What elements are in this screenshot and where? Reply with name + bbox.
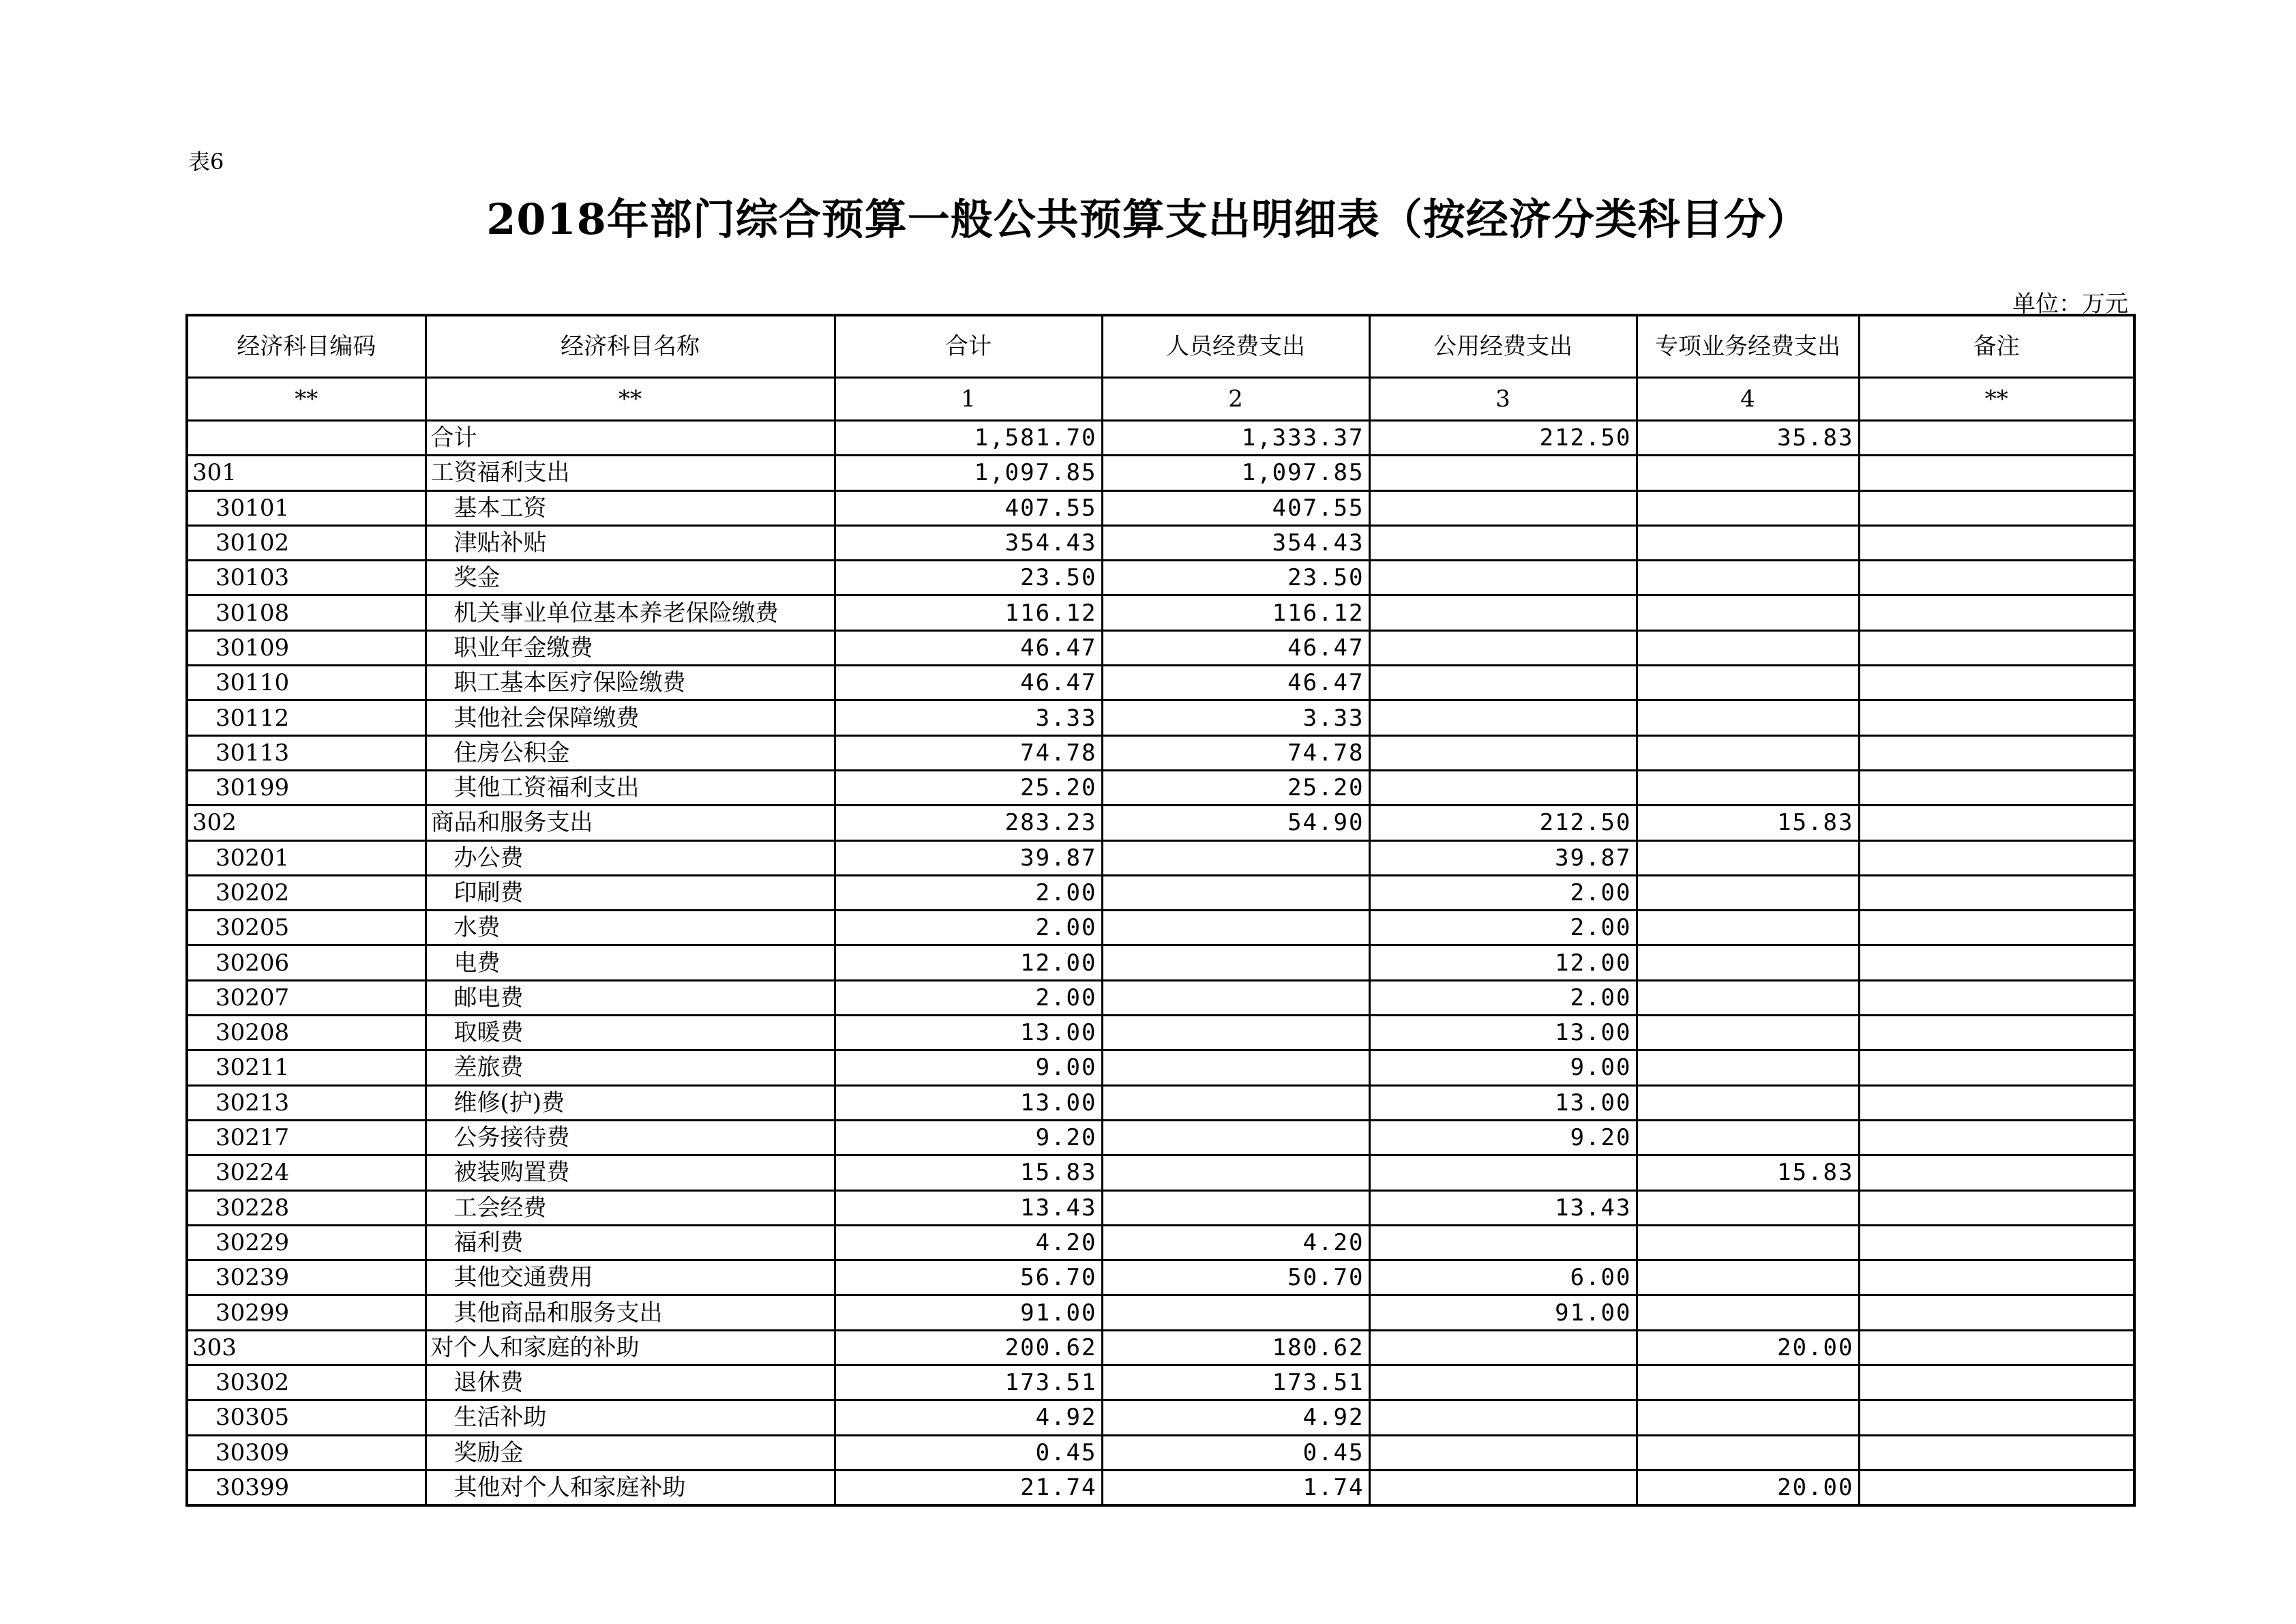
table-row <box>187 1295 2134 1330</box>
special-cell <box>1637 456 1859 490</box>
special-cell <box>1637 1400 1859 1435</box>
name-cell: 公务接待费 <box>426 1120 835 1155</box>
note-cell <box>1859 1400 2134 1435</box>
personnel-cell <box>1102 911 1369 945</box>
special-cell <box>1637 700 1859 735</box>
total-cell: 9.00 <box>835 1050 1102 1085</box>
code-cell: 30108 <box>187 595 426 630</box>
table-row <box>187 700 2134 735</box>
total-cell: 2.00 <box>835 980 1102 1015</box>
personnel-cell: 407.55 <box>1102 490 1369 525</box>
public-cell <box>1369 1365 1637 1400</box>
note-cell <box>1859 525 2134 560</box>
table-row <box>187 1120 2134 1155</box>
special-cell <box>1637 980 1859 1015</box>
public-cell: 13.00 <box>1369 1085 1637 1120</box>
special-cell <box>1637 1190 1859 1225</box>
name-cell: 电费 <box>426 945 835 980</box>
table-row <box>187 1190 2134 1225</box>
name-cell: 其他对个人和家庭补助 <box>426 1470 835 1505</box>
name-cell: 被装购置费 <box>426 1155 835 1190</box>
special-cell: 20.00 <box>1637 1470 1859 1505</box>
special-cell <box>1637 1050 1859 1085</box>
total-cell: 74.78 <box>835 735 1102 770</box>
public-cell <box>1369 1330 1637 1365</box>
special-cell <box>1637 1295 1859 1330</box>
total-cell: 13.43 <box>835 1190 1102 1225</box>
header-total: 合计 <box>835 315 1102 378</box>
note-cell <box>1859 1225 2134 1260</box>
public-cell <box>1369 1435 1637 1470</box>
note-cell <box>1859 561 2134 595</box>
code-cell: 30213 <box>187 1085 426 1120</box>
table-row <box>187 1260 2134 1295</box>
table-row <box>187 840 2134 875</box>
header-name: 经济科目名称 <box>426 315 835 378</box>
personnel-cell: 3.33 <box>1102 700 1369 735</box>
name-cell: 职工基本医疗保险缴费 <box>426 666 835 700</box>
special-cell <box>1637 875 1859 910</box>
note-cell <box>1859 840 2134 875</box>
table-row <box>187 1330 2134 1365</box>
name-cell: 工会经费 <box>426 1190 835 1225</box>
name-cell: 取暖费 <box>426 1016 835 1050</box>
code-cell: 30224 <box>187 1155 426 1190</box>
note-cell <box>1859 666 2134 700</box>
public-cell: 9.20 <box>1369 1120 1637 1155</box>
public-cell: 2.00 <box>1369 875 1637 910</box>
total-cell: 173.51 <box>835 1365 1102 1400</box>
code-cell: 30309 <box>187 1435 426 1470</box>
personnel-cell <box>1102 1050 1369 1085</box>
special-cell <box>1637 595 1859 630</box>
special-cell <box>1637 770 1859 805</box>
table-row <box>187 1435 2134 1470</box>
note-cell <box>1859 1120 2134 1155</box>
table-row <box>187 1155 2134 1190</box>
total-cell: 23.50 <box>835 561 1102 595</box>
code-cell: 30207 <box>187 980 426 1015</box>
index-cell: 2 <box>1102 378 1369 421</box>
personnel-cell: 1,097.85 <box>1102 456 1369 490</box>
special-cell <box>1637 1120 1859 1155</box>
personnel-cell: 54.90 <box>1102 806 1369 840</box>
total-cell: 1,097.85 <box>835 456 1102 490</box>
public-cell: 13.43 <box>1369 1190 1637 1225</box>
code-cell: 30208 <box>187 1016 426 1050</box>
index-cell: ** <box>1859 378 2134 421</box>
index-cell: ** <box>426 378 835 421</box>
personnel-cell: 25.20 <box>1102 770 1369 805</box>
public-cell <box>1369 1225 1637 1260</box>
table-row <box>187 595 2134 630</box>
page-title: 2018年部门综合预算一般公共预算支出明细表（按经济分类科目分） <box>486 194 1810 244</box>
public-cell <box>1369 525 1637 560</box>
code-cell: 30239 <box>187 1260 426 1295</box>
note-cell <box>1859 1016 2134 1050</box>
special-cell: 15.83 <box>1637 806 1859 840</box>
index-cell: ** <box>187 378 426 421</box>
code-cell: 30199 <box>187 770 426 805</box>
personnel-cell: 354.43 <box>1102 525 1369 560</box>
name-cell: 生活补助 <box>426 1400 835 1435</box>
table-row <box>187 770 2134 805</box>
public-cell <box>1369 770 1637 805</box>
table-row <box>187 490 2134 525</box>
personnel-cell <box>1102 945 1369 980</box>
special-cell <box>1637 735 1859 770</box>
total-cell: 21.74 <box>835 1470 1102 1505</box>
personnel-cell <box>1102 1120 1369 1155</box>
personnel-cell <box>1102 875 1369 910</box>
note-cell <box>1859 1190 2134 1225</box>
name-cell: 职业年金缴费 <box>426 630 835 665</box>
name-cell: 工资福利支出 <box>426 456 835 490</box>
code-cell: 301 <box>187 456 426 490</box>
note-cell <box>1859 1050 2134 1085</box>
note-cell <box>1859 1470 2134 1505</box>
table-row <box>187 806 2134 840</box>
code-cell: 30206 <box>187 945 426 980</box>
public-cell: 91.00 <box>1369 1295 1637 1330</box>
note-cell <box>1859 595 2134 630</box>
total-cell: 4.20 <box>835 1225 1102 1260</box>
personnel-cell <box>1102 980 1369 1015</box>
total-cell: 2.00 <box>835 875 1102 910</box>
note-cell <box>1859 456 2134 490</box>
code-cell: 30113 <box>187 735 426 770</box>
total-cell: 46.47 <box>835 666 1102 700</box>
personnel-cell <box>1102 1295 1369 1330</box>
code-cell: 30112 <box>187 700 426 735</box>
note-cell <box>1859 1435 2134 1470</box>
table-row <box>187 666 2134 700</box>
name-cell: 水费 <box>426 911 835 945</box>
personnel-cell: 50.70 <box>1102 1260 1369 1295</box>
table-row <box>187 945 2134 980</box>
note-cell <box>1859 1365 2134 1400</box>
total-cell: 407.55 <box>835 490 1102 525</box>
special-cell <box>1637 1085 1859 1120</box>
code-cell: 303 <box>187 1330 426 1365</box>
special-cell: 15.83 <box>1637 1155 1859 1190</box>
name-cell: 邮电费 <box>426 980 835 1015</box>
name-cell: 差旅费 <box>426 1050 835 1085</box>
special-cell <box>1637 945 1859 980</box>
personnel-cell <box>1102 1155 1369 1190</box>
header-code: 经济科目编码 <box>187 315 426 378</box>
header-special: 专项业务经费支出 <box>1637 315 1859 378</box>
special-cell <box>1637 911 1859 945</box>
personnel-cell: 4.92 <box>1102 1400 1369 1435</box>
personnel-cell: 180.62 <box>1102 1330 1369 1365</box>
index-row <box>187 378 2134 421</box>
code-cell: 30399 <box>187 1470 426 1505</box>
total-cell: 200.62 <box>835 1330 1102 1365</box>
unit-label: 单位：万元 <box>2012 291 2128 318</box>
table-row <box>187 980 2134 1015</box>
note-cell <box>1859 1260 2134 1295</box>
personnel-cell: 23.50 <box>1102 561 1369 595</box>
total-cell: 283.23 <box>835 806 1102 840</box>
total-cell: 3.33 <box>835 700 1102 735</box>
special-cell <box>1637 1435 1859 1470</box>
total-cell: 91.00 <box>835 1295 1102 1330</box>
personnel-cell: 74.78 <box>1102 735 1369 770</box>
special-cell <box>1637 1260 1859 1295</box>
special-cell <box>1637 525 1859 560</box>
total-cell: 39.87 <box>835 840 1102 875</box>
personnel-cell: 173.51 <box>1102 1365 1369 1400</box>
table-row <box>187 1400 2134 1435</box>
public-cell <box>1369 456 1637 490</box>
public-cell: 13.00 <box>1369 1016 1637 1050</box>
code-cell: 30217 <box>187 1120 426 1155</box>
table-row <box>187 421 2134 456</box>
code-cell: 30103 <box>187 561 426 595</box>
public-cell <box>1369 630 1637 665</box>
code-cell: 30205 <box>187 911 426 945</box>
name-cell: 印刷费 <box>426 875 835 910</box>
table-row <box>187 1085 2134 1120</box>
special-cell <box>1637 630 1859 665</box>
table-row <box>187 456 2134 490</box>
table-row <box>187 1470 2134 1505</box>
public-cell <box>1369 595 1637 630</box>
total-cell: 46.47 <box>835 630 1102 665</box>
table-row <box>187 911 2134 945</box>
total-cell: 2.00 <box>835 911 1102 945</box>
personnel-cell: 1,333.37 <box>1102 421 1369 456</box>
name-cell: 津贴补贴 <box>426 525 835 560</box>
special-cell <box>1637 840 1859 875</box>
name-cell: 奖金 <box>426 561 835 595</box>
public-cell: 212.50 <box>1369 421 1637 456</box>
public-cell <box>1369 700 1637 735</box>
personnel-cell: 46.47 <box>1102 630 1369 665</box>
header-note: 备注 <box>1859 315 2134 378</box>
name-cell: 对个人和家庭的补助 <box>426 1330 835 1365</box>
public-cell: 212.50 <box>1369 806 1637 840</box>
name-cell: 住房公积金 <box>426 735 835 770</box>
public-cell <box>1369 666 1637 700</box>
note-cell <box>1859 1330 2134 1365</box>
note-cell <box>1859 1085 2134 1120</box>
public-cell: 2.00 <box>1369 911 1637 945</box>
total-cell: 15.83 <box>835 1155 1102 1190</box>
name-cell: 奖励金 <box>426 1435 835 1470</box>
special-cell: 35.83 <box>1637 421 1859 456</box>
note-cell <box>1859 980 2134 1015</box>
code-cell: 30299 <box>187 1295 426 1330</box>
special-cell <box>1637 1016 1859 1050</box>
special-cell <box>1637 666 1859 700</box>
note-cell <box>1859 1295 2134 1330</box>
code-cell: 302 <box>187 806 426 840</box>
name-cell: 商品和服务支出 <box>426 806 835 840</box>
table-row <box>187 1050 2134 1085</box>
name-cell: 基本工资 <box>426 490 835 525</box>
name-cell: 退休费 <box>426 1365 835 1400</box>
name-cell: 福利费 <box>426 1225 835 1260</box>
code-cell: 30305 <box>187 1400 426 1435</box>
total-cell: 0.45 <box>835 1435 1102 1470</box>
note-cell <box>1859 735 2134 770</box>
personnel-cell: 116.12 <box>1102 595 1369 630</box>
total-cell: 25.20 <box>835 770 1102 805</box>
personnel-cell <box>1102 840 1369 875</box>
code-cell: 30202 <box>187 875 426 910</box>
note-cell <box>1859 490 2134 525</box>
code-cell <box>187 421 426 456</box>
table-row <box>187 1225 2134 1260</box>
total-cell: 1,581.70 <box>835 421 1102 456</box>
name-cell: 办公费 <box>426 840 835 875</box>
public-cell <box>1369 490 1637 525</box>
code-cell: 30201 <box>187 840 426 875</box>
personnel-cell <box>1102 1085 1369 1120</box>
personnel-cell: 0.45 <box>1102 1435 1369 1470</box>
expenditure-table <box>185 314 2136 1507</box>
table-number: 表6 <box>188 149 224 175</box>
header-personnel: 人员经费支出 <box>1102 315 1369 378</box>
header-public: 公用经费支出 <box>1369 315 1637 378</box>
public-cell: 2.00 <box>1369 980 1637 1015</box>
note-cell <box>1859 630 2134 665</box>
name-cell: 其他商品和服务支出 <box>426 1295 835 1330</box>
public-cell <box>1369 561 1637 595</box>
note-cell <box>1859 911 2134 945</box>
public-cell <box>1369 1155 1637 1190</box>
total-cell: 13.00 <box>835 1085 1102 1120</box>
public-cell <box>1369 1470 1637 1505</box>
code-cell: 30109 <box>187 630 426 665</box>
public-cell: 39.87 <box>1369 840 1637 875</box>
personnel-cell: 46.47 <box>1102 666 1369 700</box>
code-cell: 30302 <box>187 1365 426 1400</box>
table-row <box>187 875 2134 910</box>
note-cell <box>1859 700 2134 735</box>
name-cell: 合计 <box>426 421 835 456</box>
name-cell: 其他交通费用 <box>426 1260 835 1295</box>
note-cell <box>1859 770 2134 805</box>
note-cell <box>1859 945 2134 980</box>
note-cell <box>1859 875 2134 910</box>
personnel-cell: 4.20 <box>1102 1225 1369 1260</box>
name-cell: 机关事业单位基本养老保险缴费 <box>426 595 835 630</box>
code-cell: 30110 <box>187 666 426 700</box>
code-cell: 30229 <box>187 1225 426 1260</box>
public-cell: 6.00 <box>1369 1260 1637 1295</box>
public-cell <box>1369 1400 1637 1435</box>
public-cell: 9.00 <box>1369 1050 1637 1085</box>
index-cell: 3 <box>1369 378 1637 421</box>
table-row <box>187 735 2134 770</box>
index-cell: 4 <box>1637 378 1859 421</box>
header-row <box>187 315 2134 378</box>
name-cell: 其他社会保障缴费 <box>426 700 835 735</box>
special-cell <box>1637 561 1859 595</box>
total-cell: 56.70 <box>835 1260 1102 1295</box>
table-row <box>187 561 2134 595</box>
code-cell: 30102 <box>187 525 426 560</box>
total-cell: 12.00 <box>835 945 1102 980</box>
special-cell <box>1637 1225 1859 1260</box>
note-cell <box>1859 806 2134 840</box>
table-row <box>187 1016 2134 1050</box>
public-cell: 12.00 <box>1369 945 1637 980</box>
special-cell: 20.00 <box>1637 1330 1859 1365</box>
note-cell <box>1859 421 2134 456</box>
table-row <box>187 1365 2134 1400</box>
total-cell: 116.12 <box>835 595 1102 630</box>
personnel-cell <box>1102 1016 1369 1050</box>
note-cell <box>1859 1155 2134 1190</box>
table-row <box>187 630 2134 665</box>
code-cell: 30228 <box>187 1190 426 1225</box>
name-cell: 其他工资福利支出 <box>426 770 835 805</box>
total-cell: 13.00 <box>835 1016 1102 1050</box>
personnel-cell: 1.74 <box>1102 1470 1369 1505</box>
table-row <box>187 525 2134 560</box>
code-cell: 30211 <box>187 1050 426 1085</box>
total-cell: 4.92 <box>835 1400 1102 1435</box>
public-cell <box>1369 735 1637 770</box>
personnel-cell <box>1102 1190 1369 1225</box>
special-cell <box>1637 490 1859 525</box>
total-cell: 354.43 <box>835 525 1102 560</box>
name-cell: 维修(护)费 <box>426 1085 835 1120</box>
code-cell: 30101 <box>187 490 426 525</box>
special-cell <box>1637 1365 1859 1400</box>
total-cell: 9.20 <box>835 1120 1102 1155</box>
index-cell: 1 <box>835 378 1102 421</box>
